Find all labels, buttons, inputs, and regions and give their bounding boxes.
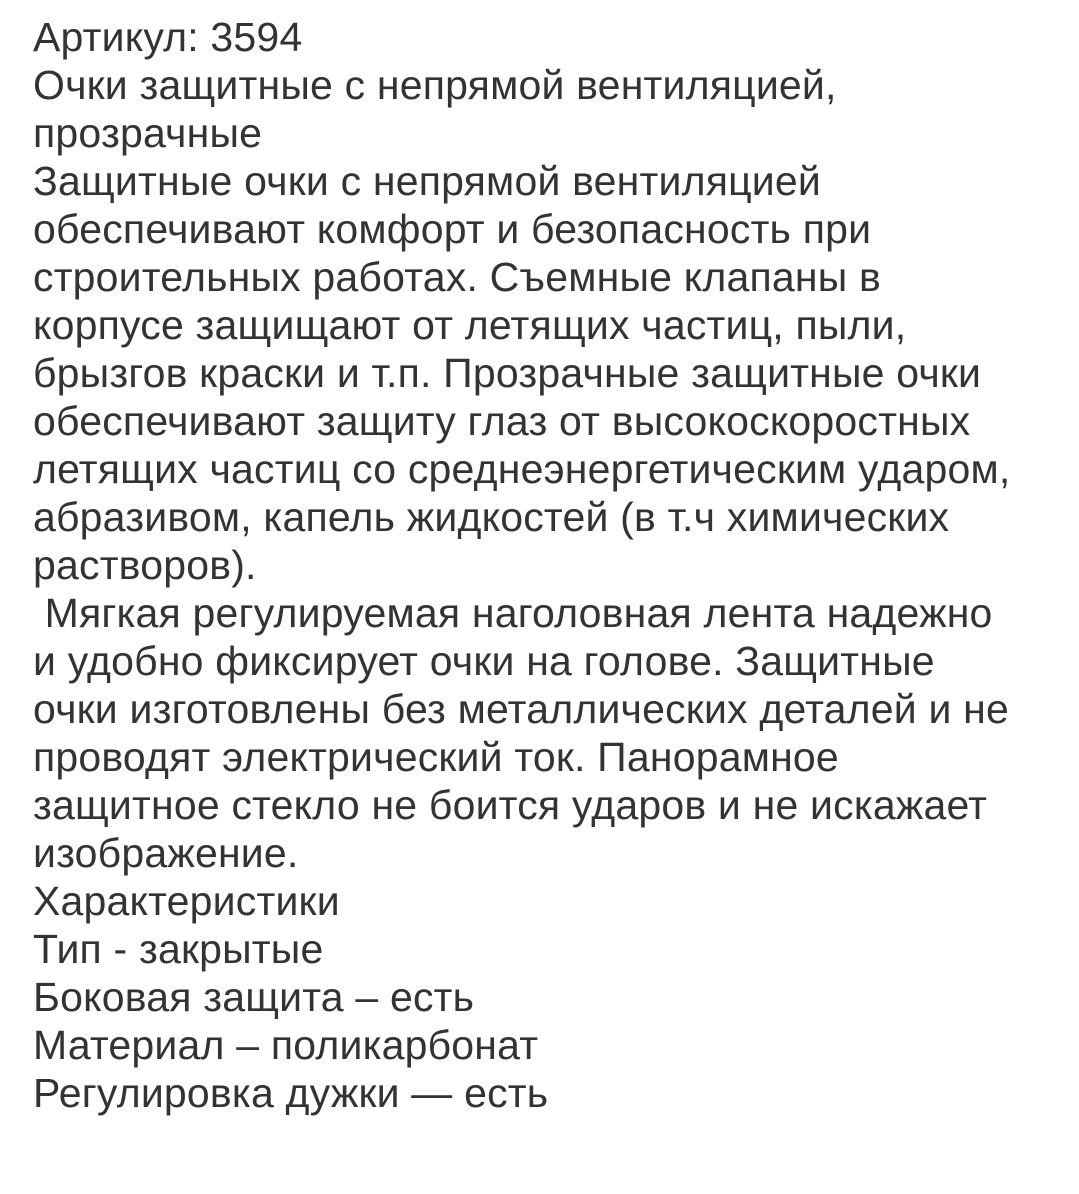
characteristic-temple-adjustment: Регулировка дужки — есть	[33, 1070, 549, 1116]
description-line: брызгов краски и т.п. Прозрачные защитные очки	[33, 350, 982, 396]
characteristics-heading: Характеристики	[33, 878, 340, 924]
product-title-line: прозрачные	[33, 110, 263, 156]
description-line: изображение.	[33, 830, 299, 876]
description-line: Мягкая регулируемая наголовная лента надежно	[33, 590, 993, 636]
description-line: строительных работах. Съемные клапаны в	[33, 254, 881, 300]
description-line: проводят электрический ток. Панорамное	[33, 734, 839, 780]
description-line: очки изготовлены без металлических деталей и не	[33, 686, 1009, 732]
product-title-line: Очки защитные с непрямой вентиляцией,	[33, 62, 837, 108]
description-line: и удобно фиксирует очки на голове. Защитные	[33, 638, 935, 684]
description-line: Защитные очки с непрямой вентиляцией	[33, 158, 822, 204]
description-line: обеспечивают защиту глаз от высокоскоростных	[33, 398, 971, 444]
characteristic-material: Материал – поликарбонат	[33, 1022, 539, 1068]
description-line: обеспечивают комфорт и безопасность при	[33, 206, 872, 252]
characteristic-side-protection: Боковая защита – есть	[33, 974, 475, 1020]
description-line: корпусе защищают от летящих частиц, пыли,	[33, 302, 907, 348]
characteristic-type: Тип - закрытые	[33, 926, 324, 972]
description-line: растворов).	[33, 542, 257, 588]
description-line: защитное стекло не боится ударов и не искажает	[33, 782, 988, 828]
description-line: абразивом, капель жидкостей (в т.ч химических	[33, 494, 950, 540]
description-line: летящих частиц со среднеэнергетическим ударом,	[33, 446, 1011, 492]
article-number: Артикул: 3594	[33, 14, 303, 60]
